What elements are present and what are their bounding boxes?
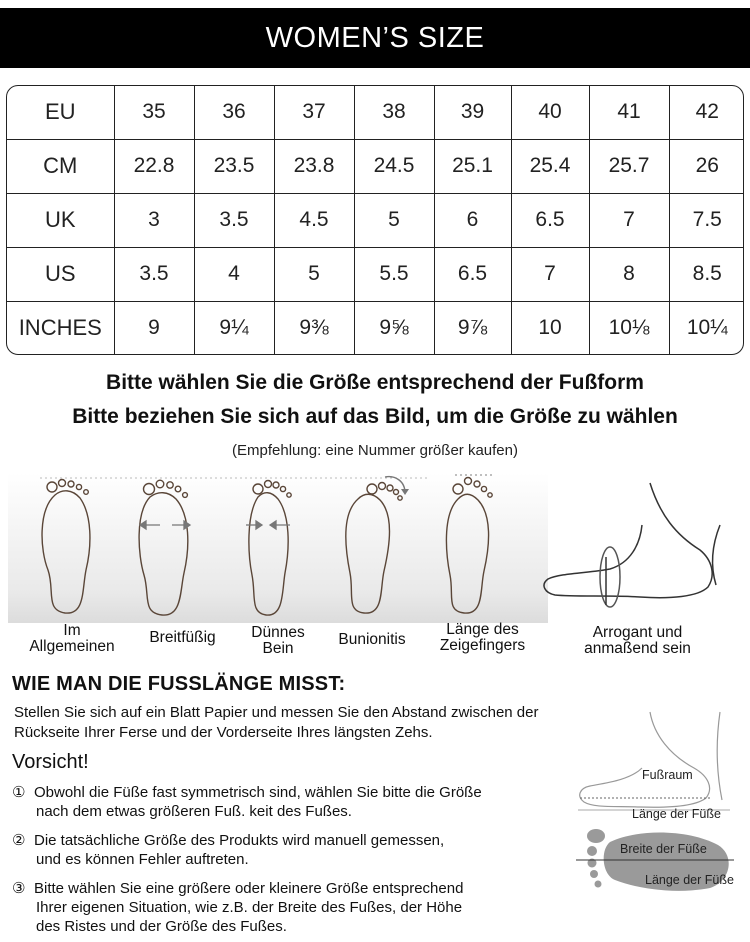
note-1-line2: nach dem etwas größeren Fuß. keit des Fußes. [36,803,352,820]
size-cell: 41 [589,86,669,139]
instruction-line-2: Bitte beziehen Sie sich auf das Bild, um die Größe zu wählen [72,405,678,428]
size-cell: 9⅝ [354,301,434,354]
label-foot-length-2: Länge der Füße [645,873,734,887]
label-general-line1: Im [63,622,81,639]
size-cell: 8 [589,247,669,301]
size-cell: 25.7 [589,139,669,193]
note-3-line1: Bitte wählen Sie eine größere oder kleinere Größe entsprechend [34,880,464,897]
size-cell: 26 [669,139,744,193]
measure-text-line2: Rückseite Ihrer Ferse und der Vorderseite Ihres längsten Zehs. [14,724,433,741]
size-cell: 23.8 [274,139,354,193]
size-cell: 3 [114,193,194,247]
size-row-eu [7,86,744,139]
label-wide: Breitfüßig [149,629,216,646]
note-2-number: ② [12,832,26,849]
caution-heading: Vorsicht! [12,751,89,773]
header-title: WOMEN’S SIZE [265,21,485,54]
note-1-number: ① [12,784,26,801]
size-cell: 9¼ [194,301,274,354]
size-cell: 9⅞ [434,301,511,354]
size-cell: 8.5 [669,247,744,301]
label-index-line1: Länge des [446,621,519,638]
note-1-line1: Obwohl die Füße fast symmetrisch sind, wählen Sie bitte die Größe [34,784,482,801]
label-general-line2: Allgemeinen [29,638,115,655]
size-chart-grid [7,86,744,354]
size-cell: 7 [589,193,669,247]
note-3 [12,879,463,936]
measurement-diagram [570,710,750,900]
size-cell: 23.5 [194,139,274,193]
label-index-line2: Zeigefingers [439,637,526,654]
measure-instructions [14,703,624,743]
foot-shapes-illustration [0,465,750,625]
size-cell: 5 [274,247,354,301]
size-cell: 4.5 [274,193,354,247]
size-cell: 5.5 [354,247,434,301]
instruction-line-1: Bitte wählen Sie die Größe entsprechend der Fußform [106,371,644,394]
note-3-number: ③ [12,880,26,897]
size-cell: 5 [354,193,434,247]
label-general [22,623,122,655]
label-thin-line1: Dünnes [251,624,305,641]
size-cell: 35 [114,86,194,139]
size-chart-table [6,85,744,355]
size-cell: 10¼ [686,315,728,339]
label-arrogant-line2: anmaßend sein [584,640,691,657]
size-cell: 40 [511,86,589,139]
label-arrogant-line1: Arrogant und [592,624,683,641]
size-cell: 7 [511,247,589,301]
size-cell: 3.5 [194,193,274,247]
label-bunion: Bunionitis [338,631,406,648]
page-header [0,8,750,68]
label-thin [233,625,323,657]
label-foot-length: Länge der Füße [632,807,721,821]
size-cell: 6.5 [434,247,511,301]
measure-text-line1: Stellen Sie sich auf ein Blatt Papier und messen Sie den Abstand zwischen der [14,704,539,721]
note-3-line2: Ihrer eigenen Situation, wie z.B. der Breite des Fußes, der Höhe [36,899,463,916]
label-thin-line2: Bein [262,640,294,657]
size-cell: 7.5 [669,193,744,247]
size-row-label: UK [7,193,114,247]
size-cell: 39 [434,86,511,139]
note-1 [12,783,482,821]
size-cell: 9⅜ [274,301,354,354]
size-cell: 6 [434,193,511,247]
size-cell: 10⅛ [589,301,669,354]
size-cell: 24.5 [354,139,434,193]
size-row-uk [7,193,744,247]
size-cell: 37 [274,86,354,139]
size-row-label: INCHES [7,301,114,354]
size-row-cm [7,139,744,193]
label-index-finger [420,622,545,654]
size-row-inches [7,301,744,354]
label-toe-room: Fußraum [642,768,693,782]
note-3-line3: des Ristes und der Größe des Fußes. [36,918,287,935]
note-2 [12,831,444,869]
note-2-line1: Die tatsächliche Größe des Produkts wird manuell gemessen, [34,832,445,849]
size-row-label: US [7,247,114,301]
label-arrogant [565,625,710,657]
size-row-us [7,247,744,301]
size-cell: 6.5 [511,193,589,247]
size-cell: 9 [114,301,194,354]
size-cell: 36 [194,86,274,139]
size-cell: 42 [669,86,744,139]
size-cell: 22.8 [114,139,194,193]
side-foot-sketch [578,712,730,810]
foot-arrogant-icon [544,483,720,607]
recommendation-note: (Empfehlung: eine Nummer größer kaufen) [232,442,518,459]
size-cell: 4 [194,247,274,301]
note-2-line2: und es können Fehler auftreten. [36,851,249,868]
size-cell: 10 [511,301,589,354]
size-cell: 3.5 [114,247,194,301]
label-foot-width: Breite der Füße [620,842,707,856]
measure-title: WIE MAN DIE FUSSLÄNGE MISST: [12,673,346,695]
size-cell: 25.4 [511,139,589,193]
size-cell: 38 [354,86,434,139]
size-row-label: CM [7,139,114,193]
size-cell: 25.1 [434,139,511,193]
size-row-label: EU [7,86,114,139]
